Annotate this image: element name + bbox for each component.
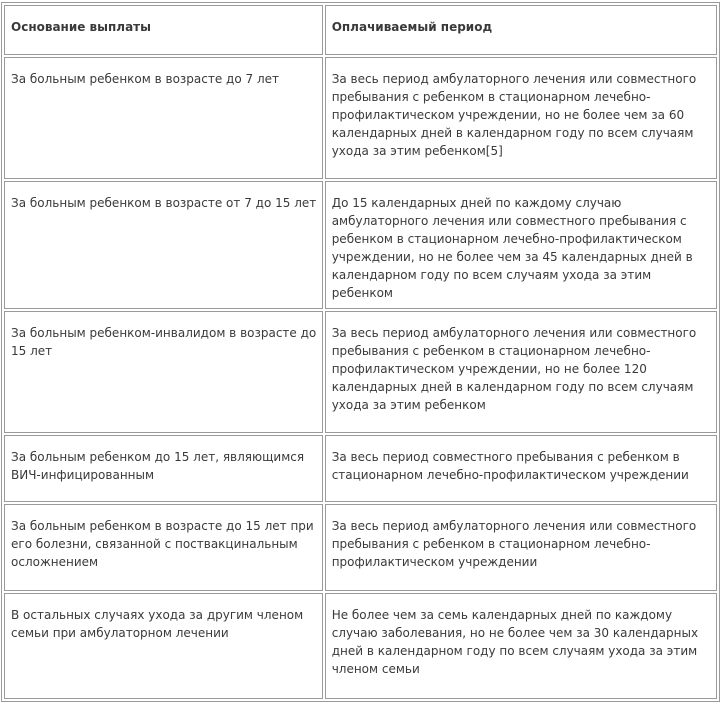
table-row bbox=[4, 504, 717, 591]
benefit-table bbox=[1, 2, 720, 702]
table-row bbox=[4, 311, 717, 434]
period-cell: За весь период совместного пребывания с ребенком в стационарном лечебно-профилактическом учреждении bbox=[325, 435, 717, 502]
table-row bbox=[4, 181, 717, 309]
header-period: Оплачиваемый период bbox=[325, 5, 717, 55]
basis-cell: За больным ребенком до 15 лет, являющимся ВИЧ-инфицированным bbox=[4, 435, 323, 502]
header-basis: Основание выплаты bbox=[4, 5, 323, 55]
basis-cell: За больным ребенком в возрасте от 7 до 15 лет bbox=[4, 181, 323, 309]
basis-cell: За больным ребенком-инвалидом в возрасте до 15 лет bbox=[4, 311, 323, 434]
table-row bbox=[4, 57, 717, 179]
period-cell: До 15 календарных дней по каждому случаю амбулаторного лечения или совместного пребывания с ребенком в стационарном лечебно-профилактическом учреждении, но не более чем за 45 календарных дней в календарном году по всем случаям ухода за этим ребенком bbox=[325, 181, 717, 309]
period-cell: За весь период амбулаторного лечения или совместного пребывания с ребенком в стационарном лечебно-профилактическом учреждении, но не более 120 календарных дней в календарном году по всем случаям ухода за этим ребенком bbox=[325, 311, 717, 434]
period-cell: За весь период амбулаторного лечения или совместного пребывания с ребенком в стационарном лечебно-профилактическом учреждении bbox=[325, 504, 717, 591]
table-row bbox=[4, 435, 717, 502]
table-row bbox=[4, 593, 717, 699]
basis-cell: За больным ребенком в возрасте до 15 лет при его болезни, связанной с поствакцинальным осложнением bbox=[4, 504, 323, 591]
table-header-row bbox=[4, 5, 717, 55]
basis-cell: В остальных случаях ухода за другим членом семьи при амбулаторном лечении bbox=[4, 593, 323, 699]
period-cell: За весь период амбулаторного лечения или совместного пребывания с ребенком в стационарном лечебно-профилактическом учреждении, но не более чем за 60 календарных дней в календарном году по всем случаям ухода за этим ребенком[5] bbox=[325, 57, 717, 179]
basis-cell: За больным ребенком в возрасте до 7 лет bbox=[4, 57, 323, 179]
period-cell: Не более чем за семь календарных дней по каждому случаю заболевания, но не более чем за 30 календарных дней в календарном году по всем случаям ухода за этим членом семьи bbox=[325, 593, 717, 699]
